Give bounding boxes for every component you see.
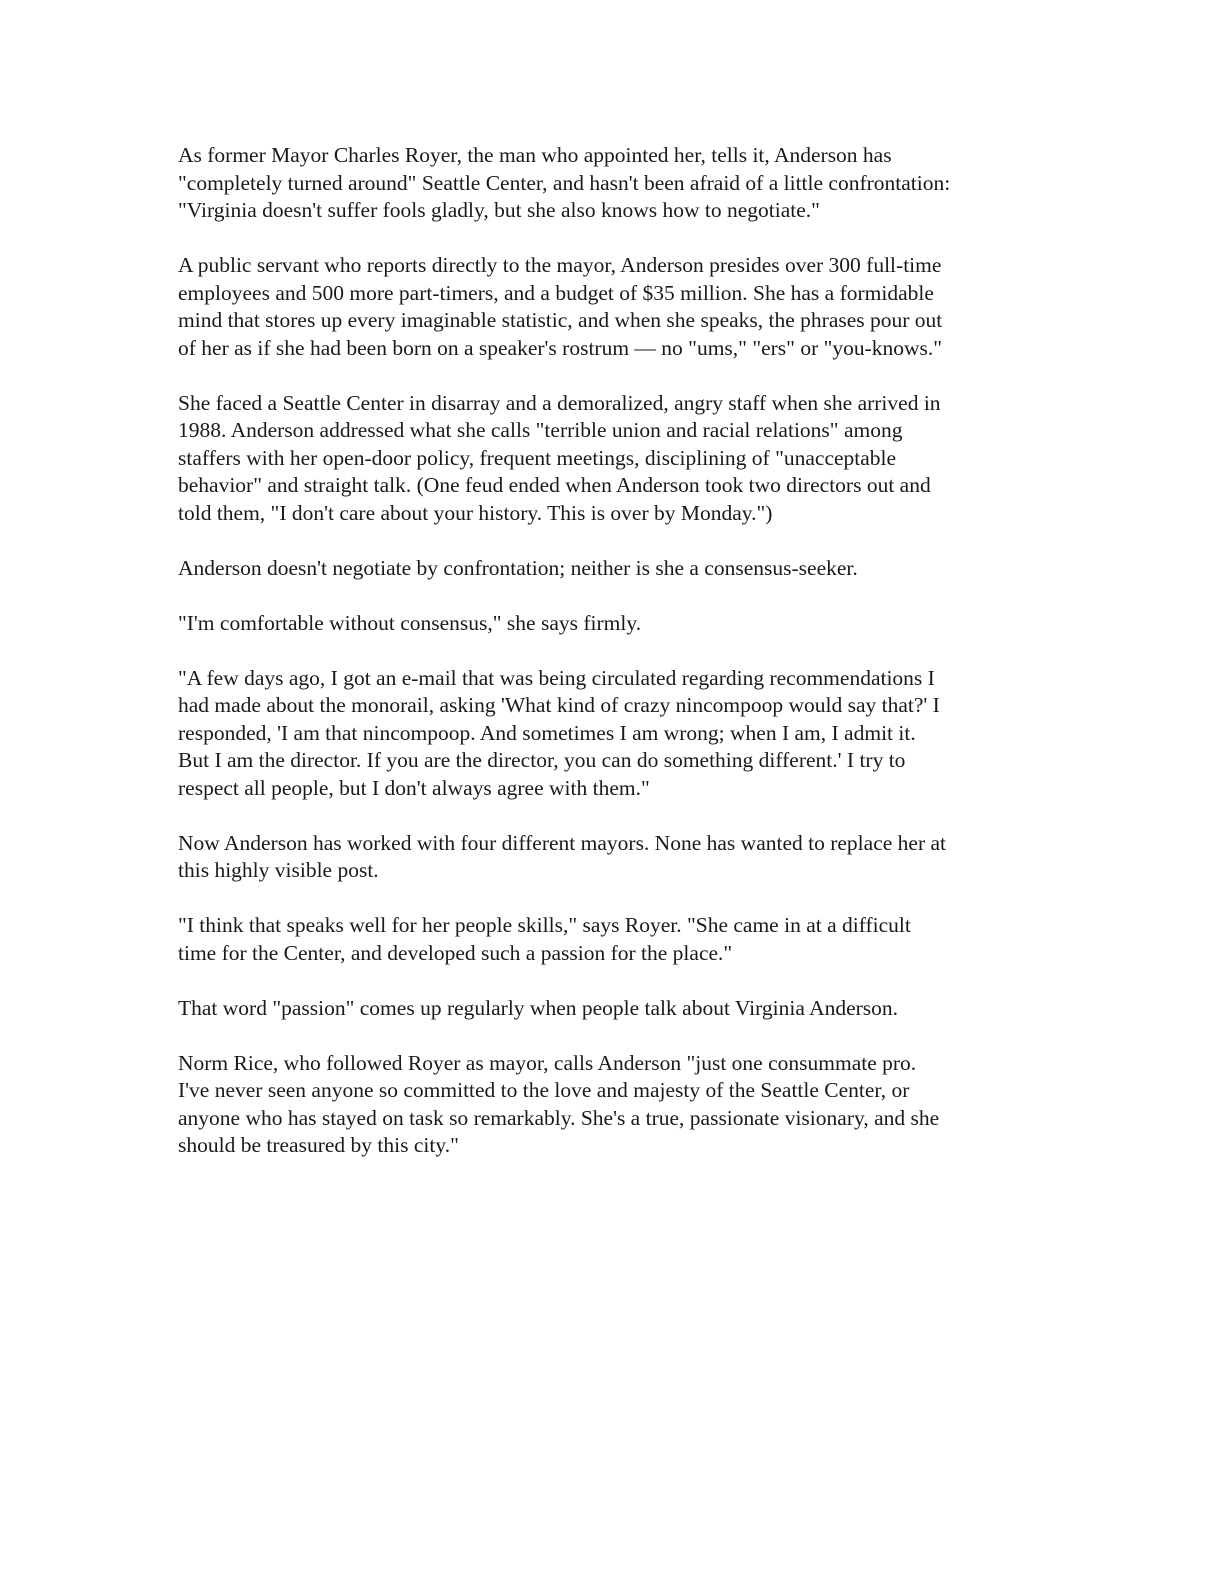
paragraph-7: Now Anderson has worked with four different mayors. None has wanted to replace her at this highly visible post.	[178, 830, 946, 882]
document-page	[178, 142, 1040, 1187]
paragraph-4: Anderson doesn't negotiate by confrontation; neither is she a consensus-seeker.	[178, 555, 858, 580]
paragraph-8: "I think that speaks well for her people skills," says Royer. "She came in at a difficult time for the Center, and developed such a passion for the place."	[178, 913, 911, 965]
paragraph-6: "A few days ago, I got an e-mail that was being circulated regarding recommendations I had made about the monorail, asking 'What kind of crazy nincompoop would say that?' I responded, 'I am that nincompoop. And sometimes I am wrong; when I am, I admit it. But I am the director. If you are the director, you can do something different.' I try to respect all people, but I don't always agree with them."	[178, 665, 940, 800]
paragraph-5: "I'm comfortable without consensus," she says firmly.	[178, 610, 642, 635]
paragraph-9: That word "passion" comes up regularly when people talk about Virginia Anderson.	[178, 995, 899, 1020]
paragraph-2: A public servant who reports directly to the mayor, Anderson presides over 300 full-time employees and 500 more part-timers, and a budget of $35 million. She has a formidable mind that stores up every imaginable statistic, and when she speaks, the phrases pour out of her as if she had been born on a speaker's rostrum — no "ums," "ers" or "you-knows."	[178, 253, 943, 360]
paragraph-10: Norm Rice, who followed Royer as mayor, calls Anderson "just one consummate pro. I've never seen anyone so committed to the love and majesty of the Seattle Center, or anyone who has stayed on task so remarkably. She's a true, passionate visionary, and she should be treasured by this city."	[178, 1050, 940, 1157]
paragraph-3: She faced a Seattle Center in disarray and a demoralized, angry staff when she arrived in 1988. Anderson addressed what she calls "terrible union and racial relations" among staffers with her open-door policy, frequent meetings, disciplining of "unacceptable behavior" and straight talk. (One feud ended when Anderson took two directors out and told them, "I don't care about your history. This is over by Monday.")	[178, 390, 941, 525]
paragraph-1: As former Mayor Charles Royer, the man who appointed her, tells it, Anderson has "completely turned around" Seattle Center, and hasn't been afraid of a little confrontation: "Virginia doesn't suffer fools gladly, but she also knows how to negotiate."	[178, 143, 951, 222]
